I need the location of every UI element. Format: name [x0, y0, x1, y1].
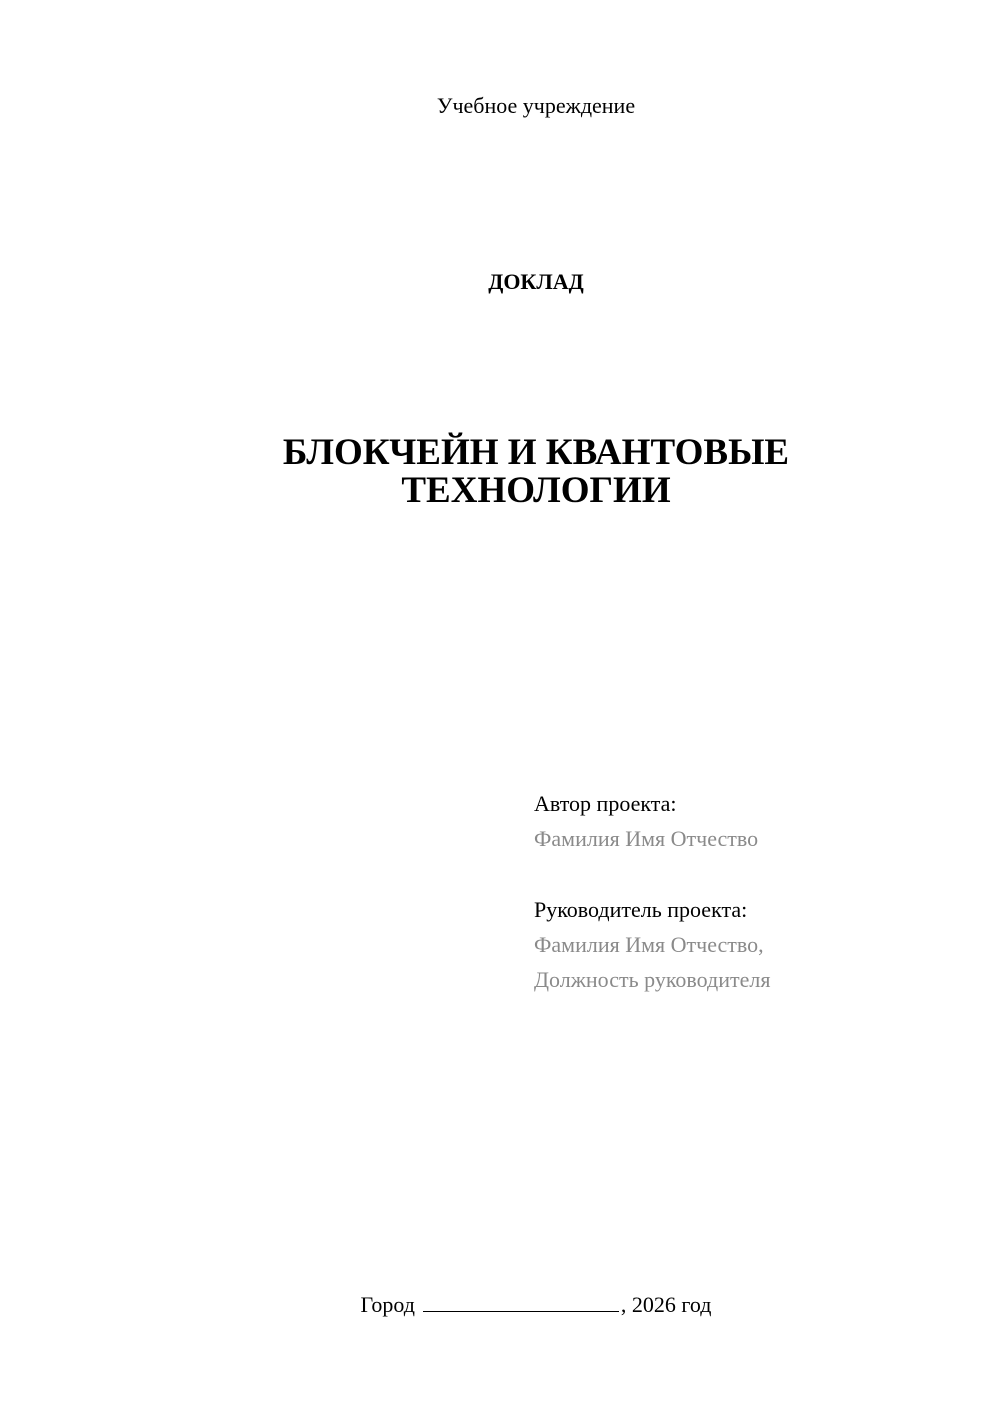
city-blank-line — [423, 1291, 619, 1312]
spacer — [534, 856, 974, 892]
author-name: Фамилия Имя Отчество — [534, 826, 759, 851]
city-label: Город — [360, 1292, 415, 1317]
institution-name: Учебное учреждение — [436, 93, 636, 118]
supervisor-position: Должность руководителя — [534, 967, 771, 992]
document-title — [0, 434, 1000, 510]
title-line-1: БЛОКЧЕЙН И КВАНТОВЫЕ — [282, 432, 790, 473]
title-line-2: ТЕХНОЛОГИИ — [401, 470, 671, 511]
supervisor-name: Фамилия Имя Отчество, — [534, 932, 764, 957]
city-year-line — [0, 1290, 1000, 1320]
project-people-block — [534, 786, 974, 997]
author-label: Автор проекта: — [534, 791, 677, 816]
document-type: ДОКЛАД — [488, 269, 584, 294]
supervisor-label: Руководитель проекта: — [534, 897, 748, 922]
year-text: , 2026 год — [620, 1292, 712, 1317]
